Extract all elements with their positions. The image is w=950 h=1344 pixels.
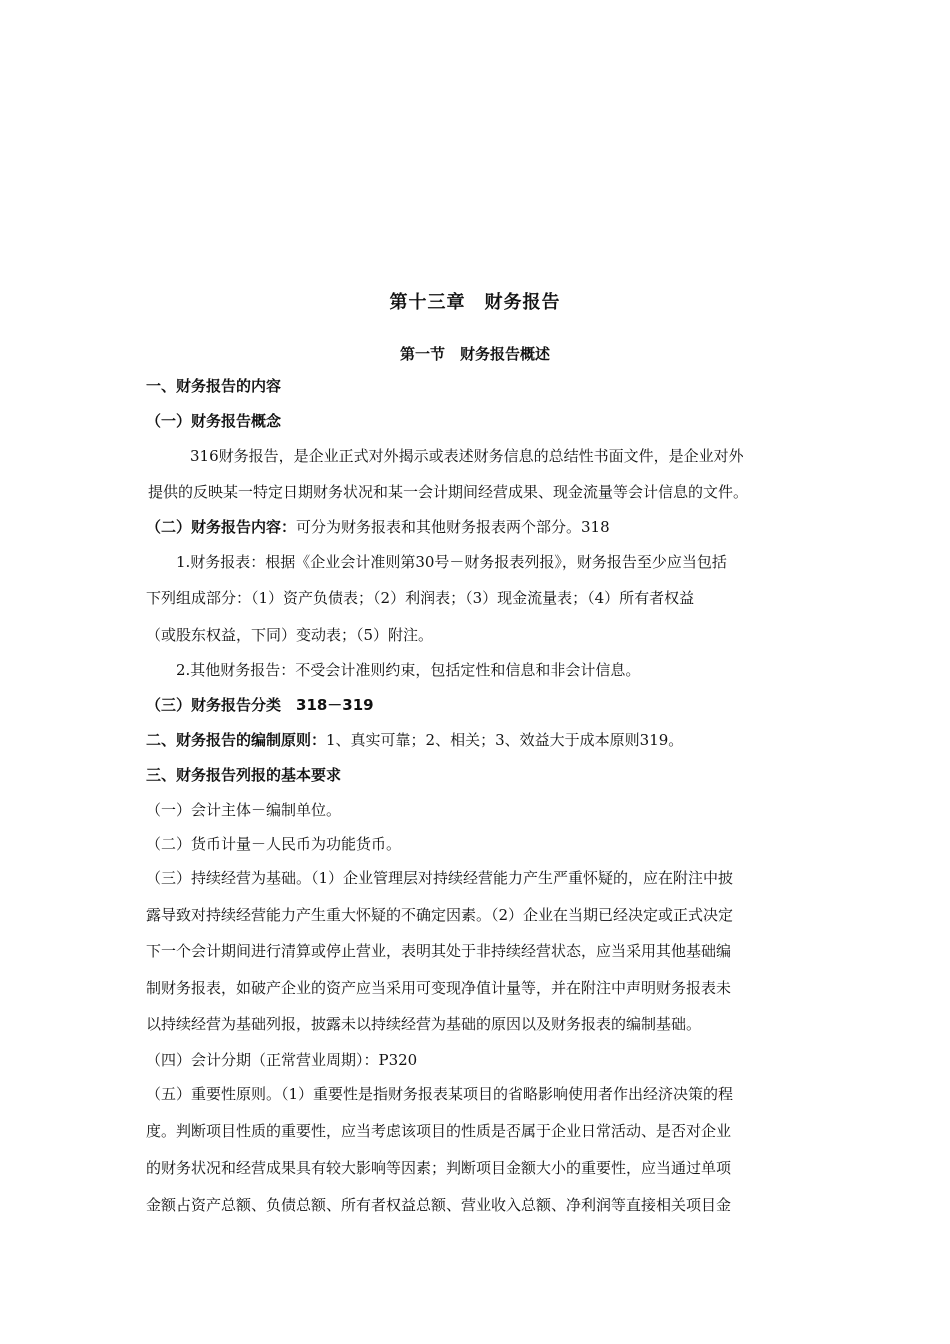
paragraph-line: 制财务报表，如破产企业的资产应当采用可变现净值计量等，并在附注中声明财务报表未 [146,979,732,997]
paragraph-line: 金额占资产总额、负债总额、所有者权益总额、营业收入总额、净利润等直接相关项目金 [146,1196,732,1214]
paragraph-line: 提供的反映某一特定日期财务状况和某一会计期间经营成果、现金流量等会计信息的文件。 [148,483,749,501]
paragraph-line: 露导致对持续经营能力产生重大怀疑的不确定因素。（2）企业在当期已经决定或正式决定 [146,906,734,924]
paragraph-line: 的财务状况和经营成果具有较大影响等因素；判断项目金额大小的重要性，应当通过单项 [146,1159,732,1177]
paragraph-line: 以持续经营为基础列报，披露未以持续经营为基础的原因以及财务报表的编制基础。 [146,1015,702,1033]
paragraph-line: （二）财务报告内容：可分为财务报表和其他财务报表两个部分。318 [146,518,610,536]
paragraph-line: （一）会计主体－编制单位。 [146,801,342,819]
paragraph-line: 1.财务报表：根据《企业会计准则第30号－财务报表列报》，财务报告至少应当包括 [176,553,727,571]
paragraph-line: 2.其他财务报告：不受会计准则约束，包括定性和信息和非会计信息。 [176,661,641,679]
section-title: 第一节 财务报告概述 [399,345,550,363]
paragraph-line: 二、财务报告的编制原则：1、真实可靠；2、相关；3、效益大于成本原则319。 [146,731,684,749]
paragraph-line: 一、财务报告的内容 [146,377,282,395]
paragraph-line: （三）持续经营为基础。（1）企业管理层对持续经营能力产生严重怀疑的，应在附注中披 [146,869,734,887]
paragraph-line: （四）会计分期（正常营业周期）：P320 [146,1051,418,1069]
chapter-title: 第十三章 财务报告 [389,292,561,313]
paragraph-line: （五）重要性原则。（1）重要性是指财务报表某项目的省略影响使用者作出经济决策的程 [146,1085,734,1103]
paragraph-line: （一）财务报告概念 [146,412,282,430]
paragraph-line: 度。判断项目性质的重要性，应当考虑该项目的性质是否属于企业日常活动、是否对企业 [146,1122,732,1140]
paragraph-line: 316财务报告，是企业正式对外揭示或表述财务信息的总结性书面文件，是企业对外 [190,447,744,465]
paragraph-line: （或股东权益，下同）变动表；（5）附注。 [146,626,434,644]
paragraph-line: 下一个会计期间进行清算或停止营业，表明其处于非持续经营状态，应当采用其他基础编 [146,942,732,960]
paragraph-line: （三）财务报告分类 318－319 [146,696,374,714]
paragraph-line: （二）货币计量－人民币为功能货币。 [146,835,402,853]
paragraph-line: 三、财务报告列报的基本要求 [146,766,342,784]
paragraph-line: 下列组成部分：（1）资产负债表；（2）利润表；（3）现金流量表；（4）所有者权益 [146,589,695,607]
